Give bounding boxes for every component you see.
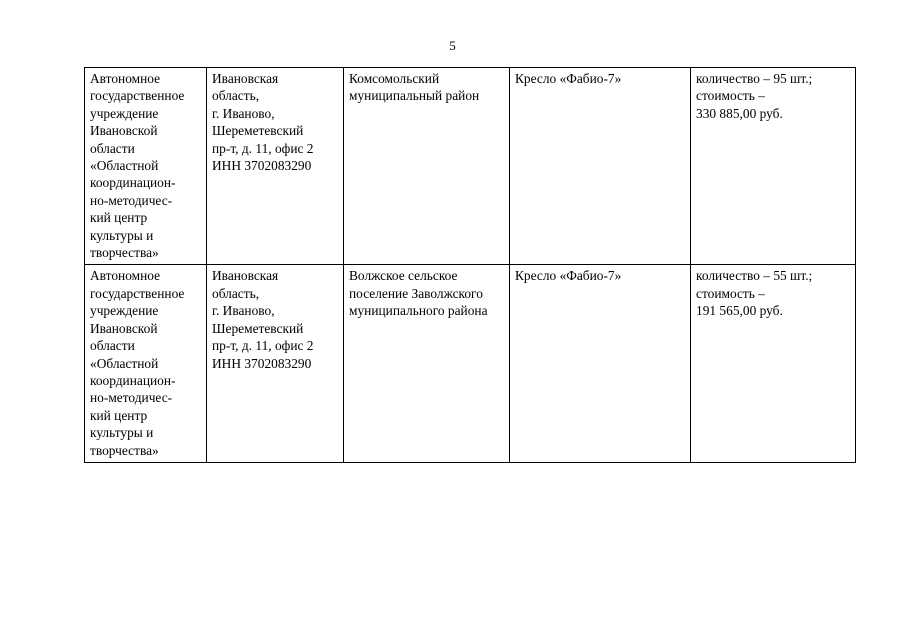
organization-cell: Автономное государственное учреждение Ивановской области «Областной координацион- но-методичес- кий центр культуры и творчества» xyxy=(85,68,207,265)
item-cell: Кресло «Фабио-7» xyxy=(510,68,691,265)
recipient-cell: Комсомольский муниципальный район xyxy=(344,68,510,265)
address-cell: Ивановская область, г. Иваново, Шереметевский пр-т, д. 11, офис 2 ИНН 3702083290 xyxy=(207,68,344,265)
distribution-table xyxy=(84,67,856,463)
page-number: 5 xyxy=(449,38,456,53)
address-cell: Ивановская область, г. Иваново, Шереметевский пр-т, д. 11, офис 2 ИНН 3702083290 xyxy=(207,265,344,462)
details-cell: количество – 95 шт.; стоимость – 330 885,00 руб. xyxy=(691,68,856,265)
table-row xyxy=(85,265,856,462)
recipient-cell: Волжское сельское поселение Заволжского муниципального района xyxy=(344,265,510,462)
table-row xyxy=(85,68,856,265)
item-cell: Кресло «Фабио-7» xyxy=(510,265,691,462)
organization-cell: Автономное государственное учреждение Ивановской области «Областной координацион- но-методичес- кий центр культуры и творчества» xyxy=(85,265,207,462)
details-cell: количество – 55 шт.; стоимость – 191 565,00 руб. xyxy=(691,265,856,462)
